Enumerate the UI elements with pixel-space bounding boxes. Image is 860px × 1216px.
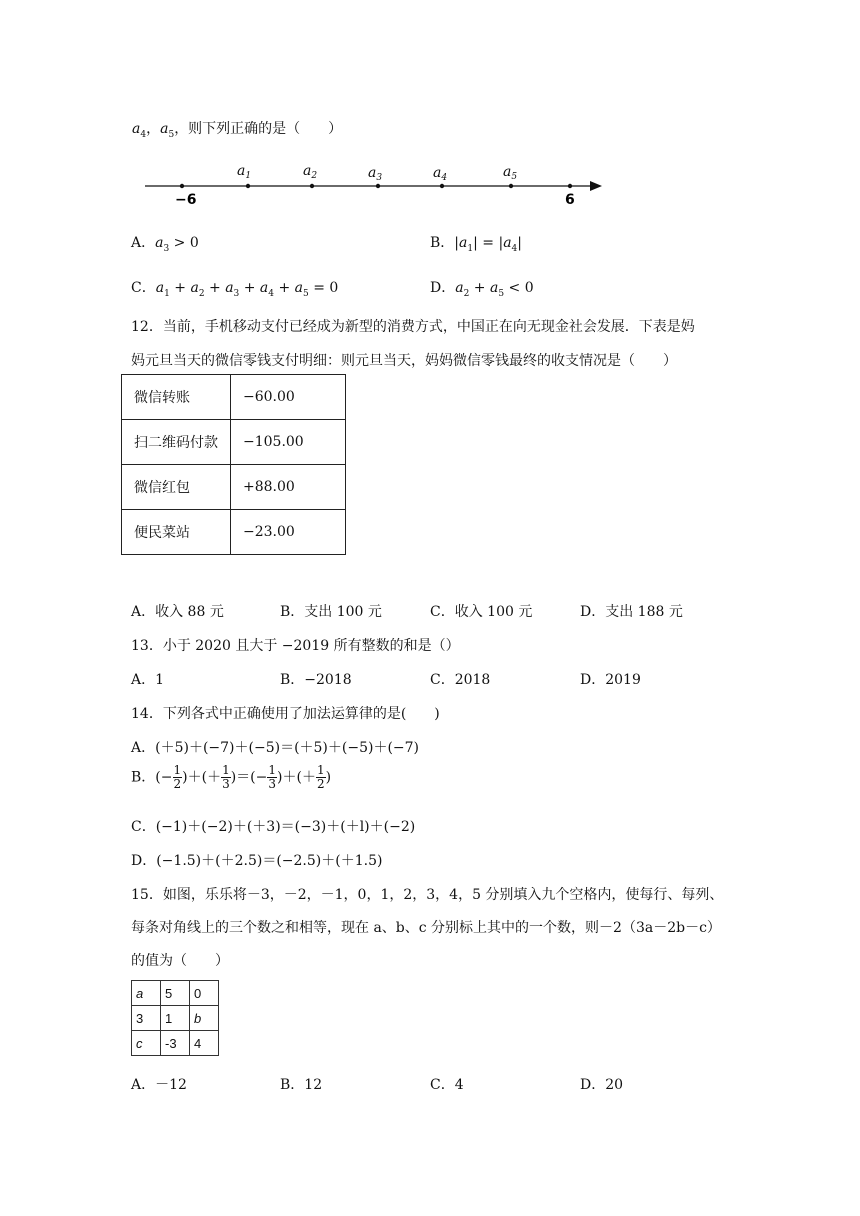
magic-square-grid	[131, 980, 219, 1056]
table-row: 便民菜站 −23.00	[122, 510, 346, 555]
min-label: −6	[175, 192, 197, 208]
q12-option-c: C．收入 100 元	[430, 604, 533, 620]
q13-option-a: A．1	[131, 672, 165, 688]
q14-option-a: A．(＋5)＋(−7)＋(−5)＝(＋5)＋(−5)＋(−7)	[131, 740, 420, 756]
table-row: 扫二维码付款 −105.00	[122, 420, 346, 465]
q11-option-a: A．$a_3 > 0$	[131, 235, 199, 254]
q15-option-a: A．－12	[131, 1077, 187, 1093]
q12-option-d: D．支出 188 元	[580, 604, 683, 620]
q14-option-d: D．(−1.5)＋(＋2.5)＝(−2.5)＋(＋1.5)	[131, 853, 383, 869]
q12-stem-line2: 妈元旦当天的微信零钱支付明细：则元旦当天，妈妈微信零钱最终的收支情况是（ ）	[131, 353, 677, 369]
grid-cell: 1	[161, 1006, 190, 1031]
grid-cell: 5	[161, 981, 190, 1006]
grid-cell: c	[132, 1031, 161, 1056]
q13-option-d: D．2019	[580, 672, 641, 688]
q13-stem: 13．小于 2020 且大于 −2019 所有整数的和是（）	[131, 638, 460, 654]
number-line	[140, 160, 610, 210]
q15-stem-line3: 的值为（ ）	[131, 953, 229, 969]
q15-option-b: B．12	[280, 1077, 323, 1093]
q11-option-b: B．$|a_1| = |a_4|$	[430, 235, 522, 254]
q12-stem-line1: 12．当前，手机移动支付已经成为新型的消费方式，中国正在向无现金社会发展．下表是妈	[131, 319, 695, 335]
table-row: 微信红包 +88.00	[122, 465, 346, 510]
table-row: 微信转账 −60.00	[122, 375, 346, 420]
q15-stem-line1: 15．如图，乐乐将－3，－2，－1，0，1，2，3，4，5 分别填入九个空格内，使每行、每列、	[131, 887, 724, 903]
payment-table	[121, 374, 346, 555]
svg-text:a2: $a_2$	[303, 163, 318, 181]
q12-option-b: B．支出 100 元	[280, 604, 382, 620]
max-label: 6	[565, 192, 575, 208]
svg-text:a3: $a_3$	[368, 165, 383, 183]
q15-option-d: D．20	[580, 1077, 624, 1093]
grid-cell: a	[132, 981, 161, 1006]
grid-cell: -3	[161, 1031, 190, 1056]
q11-stem: $a_4$，$a_5$，则下列正确的是（ ）	[132, 121, 343, 140]
grid-cell: 3	[132, 1006, 161, 1031]
svg-text:a1: $a_1$	[237, 163, 252, 181]
q14-stem: 14．下列各式中正确使用了加法运算律的是( )	[131, 706, 440, 722]
grid-cell: b	[190, 1006, 219, 1031]
grid-cell: 0	[190, 981, 219, 1006]
q13-option-c: C．2018	[430, 672, 491, 688]
q15-option-c: C．4	[430, 1077, 464, 1093]
grid-cell: 4	[190, 1031, 219, 1056]
svg-text:a4: $a_4$	[433, 165, 448, 183]
q14-option-b: B．(− $\frac{1}{2}$ )＋(＋ $\frac{1}{3}$ )＝(− $\frac{1}{3}$ )＋(＋ $\frac{1}{2}$ )	[131, 763, 332, 791]
q12-option-a: A．收入 88 元	[131, 604, 224, 620]
q11-option-d: D．$a_2 + a_5 < 0$	[430, 280, 534, 299]
q11-option-c: C．$a_1 + a_2 + a_3 + a_4 + a_5 = 0$	[131, 280, 339, 299]
q14-option-c: C．(−1)＋(−2)＋(＋3)＝(−3)＋(＋l)＋(−2)	[131, 819, 416, 835]
q15-stem-line2: 每条对角线上的三个数之和相等，现在 a、b、c 分别标上其中的一个数，则－2（3a－2b－c）	[131, 920, 721, 936]
q13-option-b: B．−2018	[280, 672, 352, 688]
svg-text:a5: $a_5$	[503, 164, 518, 182]
